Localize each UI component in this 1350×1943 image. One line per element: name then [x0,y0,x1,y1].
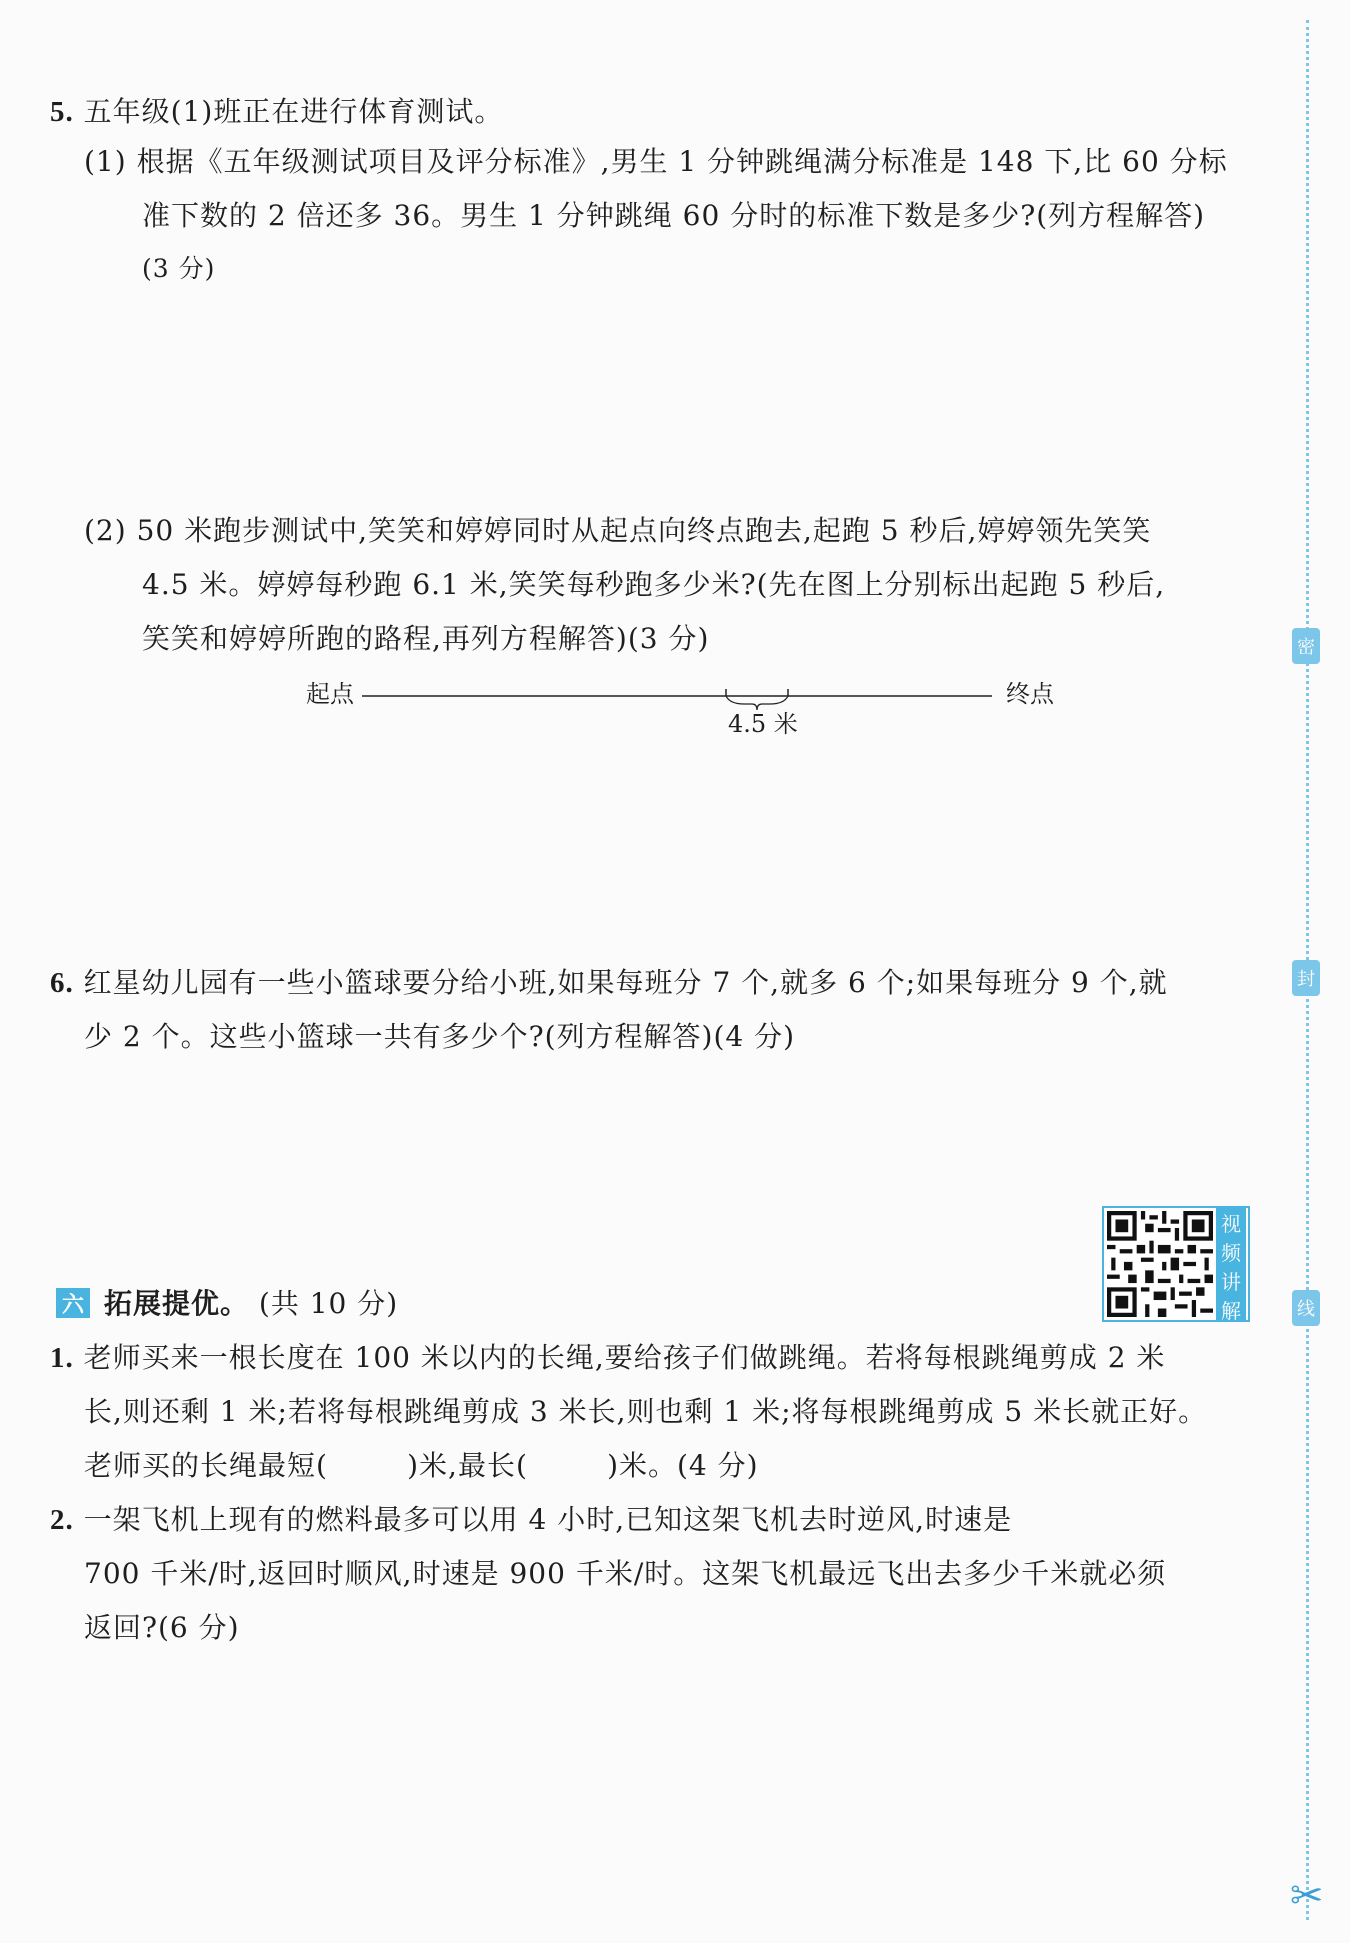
p5-1-line-2: 准下数的 2 倍还多 36。男生 1 分钟跳绳 60 分时的标准下数是多少?(列方程解答) [142,199,1206,232]
problem-number: 6. [50,967,74,999]
section-badge: 六 [56,1288,90,1318]
problem-5-title: 五年级(1)班正在进行体育测试。 [83,95,504,128]
s6-1-line-2: 长,则还剩 1 米;若将每根跳绳剪成 3 米长,则也剩 1 米;将每根跳绳剪成 5 米长就正好。 [84,1395,1208,1428]
problem-6-line-1 [50,966,1168,999]
problem-number: 1. [50,1342,74,1374]
s6-2-line-2: 700 千米/时,返回时顺风,时速是 900 千米/时。这架飞机最远飞出去多少千米就必须 [84,1557,1167,1590]
qr-video-box[interactable] [1102,1206,1250,1322]
side-tab-envelope: 封 [1292,960,1320,996]
start-label: 起点 [306,680,354,708]
section-score: (共 10 分) [258,1287,399,1320]
p5-2-line-2: 4.5 米。婷婷每秒跑 6.1 米,笑笑每秒跑多少米?(先在图上分别标出起跑 5 秒后, [142,568,1166,601]
p6-text-1: 红星幼儿园有一些小篮球要分给小班,如果每班分 7 个,就多 6 个;如果每班分 9 个,就 [83,966,1168,999]
side-tab-seal: 密 [1292,628,1320,664]
s6-2-text-1: 一架飞机上现有的燃料最多可以用 4 小时,已知这架飞机去时逆风,时速是 [83,1503,1013,1536]
s6-1-line-3: 老师买的长绳最短( )米,最长( )米。(4 分) [84,1449,759,1482]
p5-1-line-3: (3 分) [142,254,216,283]
qr-code-icon [1107,1211,1213,1317]
problem-number: 5. [50,96,74,128]
s6-1-line-1 [50,1341,1166,1374]
side-tab-line: 线 [1292,1290,1320,1326]
s6-1-text-1: 老师买来一根长度在 100 米以内的长绳,要给孩子们做跳绳。若将每根跳绳剪成 2 米 [83,1341,1166,1374]
s6-2-line-3: 返回?(6 分) [84,1611,240,1644]
end-label: 终点 [1006,680,1054,708]
qr-label-char: 解 [1221,1299,1241,1323]
problem-5-heading [50,95,504,128]
section-6-heading [104,1287,399,1320]
segment-line [360,680,996,720]
scissors-icon: ✂ [1290,1873,1324,1919]
problem-number: 2. [50,1504,74,1536]
section-title: 拓展提优。 [104,1287,250,1320]
qr-label [1216,1208,1246,1323]
p5-1-line-1: (1) 根据《五年级测试项目及评分标准》,男生 1 分钟跳绳满分标准是 148 下,比 60 分标 [84,145,1228,178]
s6-2-line-1 [50,1503,1013,1536]
gap-label: 4.5 米 [728,710,798,738]
qr-label-char: 频 [1221,1241,1241,1265]
p5-2-line-3: 笑笑和婷婷所跑的路程,再列方程解答)(3 分) [142,622,710,655]
qr-label-char: 讲 [1221,1270,1241,1294]
p5-2-line-1: (2) 50 米跑步测试中,笑笑和婷婷同时从起点向终点跑去,起跑 5 秒后,婷婷领先笑笑 [84,514,1152,547]
qr-label-char: 视 [1221,1212,1241,1236]
problem-6-line-2: 少 2 个。这些小篮球一共有多少个?(列方程解答)(4 分) [84,1020,796,1053]
